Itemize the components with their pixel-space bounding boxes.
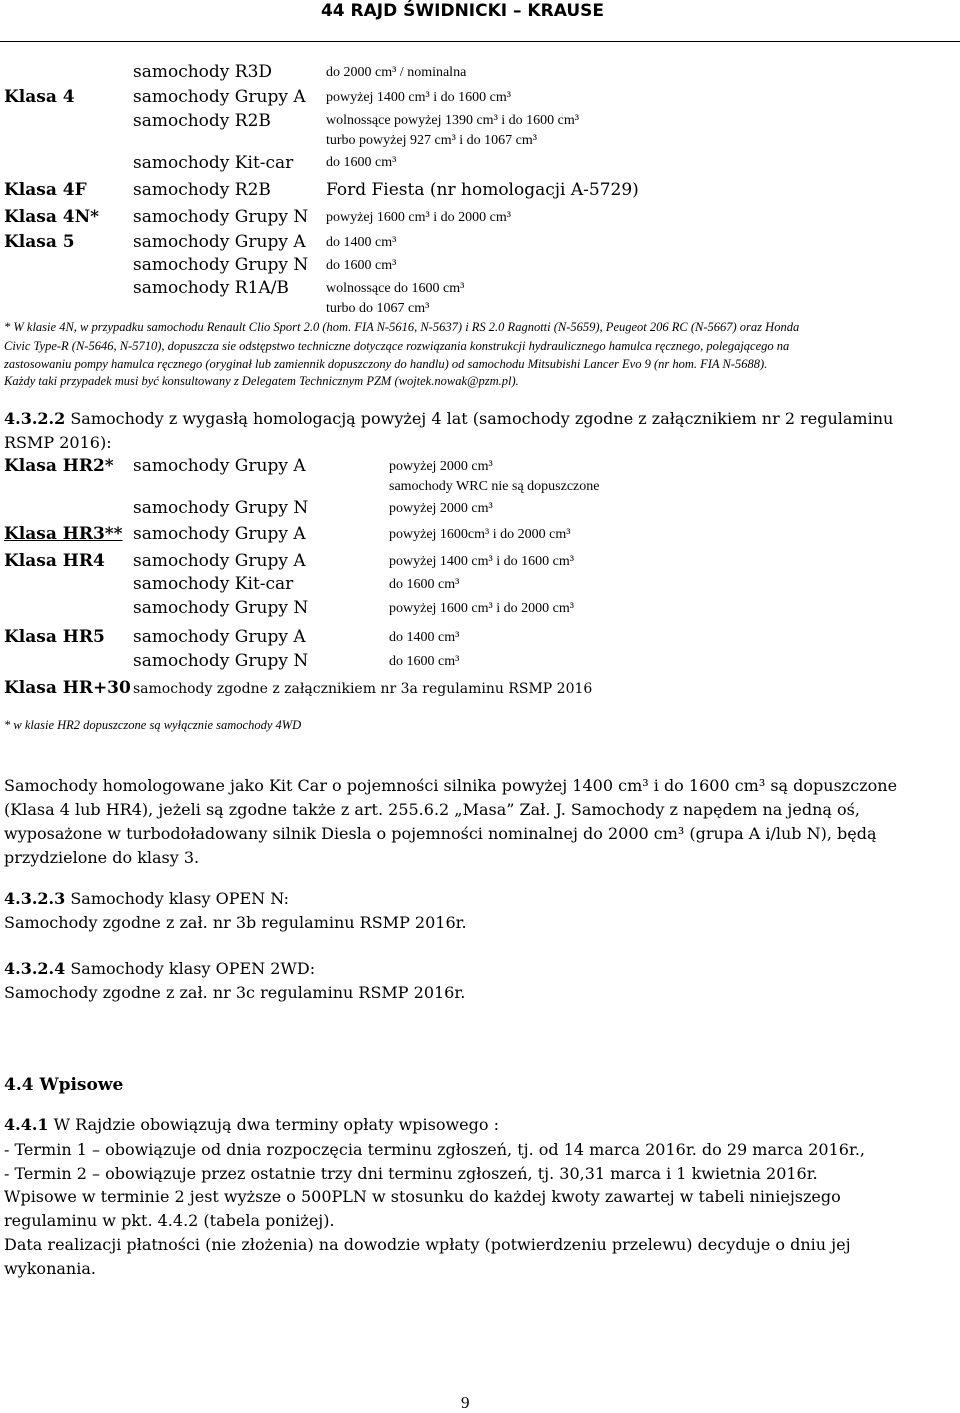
class-label: Klasa HR+30 bbox=[4, 678, 131, 698]
spec: do 1400 cm³ bbox=[326, 235, 397, 250]
page-header-title: 44 RAJD ŚWIDNICKI – KRAUSE bbox=[320, 1, 604, 21]
car-type: samochody R2B bbox=[133, 111, 271, 131]
class-label: Klasa 5 bbox=[4, 232, 75, 252]
spec: wolnossące powyżej 1390 cm³ i do 1600 cm³ bbox=[326, 113, 579, 128]
section-441-heading bbox=[4, 1115, 499, 1134]
section-4322-line2: RSMP 2016): bbox=[4, 433, 112, 452]
car-type: samochody Kit-car bbox=[133, 153, 294, 173]
header-divider bbox=[0, 41, 960, 42]
spec: Ford Fiesta (nr homologacji A-5729) bbox=[326, 180, 639, 200]
paragraph-line: wykonania. bbox=[4, 1259, 96, 1278]
class-label: Klasa 4F bbox=[4, 180, 87, 200]
class-label: Klasa HR4 bbox=[4, 551, 105, 571]
spec: turbo powyżej 927 cm³ i do 1067 cm³ bbox=[326, 133, 537, 148]
class-label: Klasa HR3** bbox=[4, 524, 123, 544]
section-number: 4.4.1 bbox=[4, 1115, 49, 1134]
section-text: Samochody z wygasłą homologacją powyżej 4 lat (samochody zgodne z załącznikiem nr 2 regulaminu bbox=[65, 409, 894, 428]
section-text: Samochody klasy OPEN 2WD: bbox=[65, 959, 316, 978]
spec: do 1600 cm³ bbox=[326, 258, 397, 273]
section-number: 4.3.2.4 bbox=[4, 959, 66, 978]
spec: wolnossące do 1600 cm³ bbox=[326, 281, 465, 296]
footnote-line: zastosowaniu pompy hamulca ręcznego (oryginał lub zamiennik dopuszczony do handlu) od samochodu Mitsubishi Lancer Evo 9 (nr hom. FIA N-5688). bbox=[4, 357, 768, 371]
spec: powyżej 1600cm³ i do 2000 cm³ bbox=[389, 527, 571, 542]
spec: powyżej 1400 cm³ i do 1600 cm³ bbox=[326, 90, 511, 105]
section-4323-text: Samochody zgodne z zał. nr 3b regulaminu RSMP 2016r. bbox=[4, 913, 467, 932]
car-type: samochody Grupy A bbox=[133, 627, 306, 647]
paragraph-line: regulaminu w pkt. 4.4.2 (tabela poniżej). bbox=[4, 1211, 335, 1230]
car-type: samochody Grupy N bbox=[133, 498, 309, 518]
spec: do 1600 cm³ bbox=[389, 577, 460, 592]
class-label: Klasa HR5 bbox=[4, 627, 105, 647]
car-type: samochody Grupy A bbox=[133, 87, 306, 107]
paragraph-line: (Klasa 4 lub HR4), jeżeli są zgodne także z art. 255.6.2 „Masa” Zał. J. Samochody z napędem na jedną oś, bbox=[4, 800, 860, 819]
car-type: samochody Grupy N bbox=[133, 598, 309, 618]
car-type: samochody R1A/B bbox=[133, 278, 289, 298]
spec: do 2000 cm³ / nominalna bbox=[326, 65, 467, 80]
section-number: 4.3.2.3 bbox=[4, 889, 66, 908]
spec: powyżej 1600 cm³ i do 2000 cm³ bbox=[326, 210, 511, 225]
car-type: samochody Grupy N bbox=[133, 651, 309, 671]
paragraph-line: Samochody homologowane jako Kit Car o pojemności silnika powyżej 1400 cm³ i do 1600 cm³ są dopuszczone bbox=[4, 776, 898, 795]
footnote-line: Każdy taki przypadek musi być konsultowany z Delegatem Technicznym PZM (wojtek.nowak@pzm.pl). bbox=[4, 374, 519, 388]
spec: samochody WRC nie są dopuszczone bbox=[389, 479, 600, 494]
car-type: samochody R2B bbox=[133, 180, 271, 200]
car-type: samochody Grupy A bbox=[133, 232, 306, 252]
paragraph-line: - Termin 1 – obowiązuje od dnia rozpoczęcia terminu zgłoszeń, tj. od 14 marca 2016r. do 29 marca 2016r., bbox=[4, 1140, 866, 1159]
footnote-line: Civic Type-R (N-5646, N-5710), dopuszcza sie odstępstwo techniczne dotyczące rozwiązania konstrukcji hydraulicznego hamulca ręcznego, polegającego na bbox=[4, 339, 790, 353]
car-type: samochody Kit-car bbox=[133, 574, 294, 594]
paragraph-line: Wpisowe w terminie 2 jest wyższe o 500PLN w stosunku do każdej kwoty zawartej w tabeli niniejszego bbox=[4, 1187, 841, 1206]
page-number: 9 bbox=[461, 1393, 470, 1412]
section-number: 4.3.2.2 bbox=[4, 409, 66, 428]
spec: turbo do 1067 cm³ bbox=[326, 301, 430, 316]
paragraph-line: przydzielone do klasy 3. bbox=[4, 848, 200, 867]
footnote-line: * W klasie 4N, w przypadku samochodu Renault Clio Sport 2.0 (hom. FIA N-5616, N-5637) i RS 2.0 Ragnotti (N-5659), Peugeot 206 RC (N-5667) oraz Honda bbox=[4, 320, 800, 334]
section-4324-heading bbox=[4, 959, 315, 978]
section-4322-heading bbox=[4, 409, 893, 428]
car-type: samochody Grupy N bbox=[133, 207, 309, 227]
car-type: samochody zgodne z załącznikiem nr 3a regulaminu RSMP 2016 bbox=[133, 681, 593, 697]
spec: powyżej 2000 cm³ bbox=[389, 459, 493, 474]
car-type: samochody Grupy A bbox=[133, 456, 306, 476]
spec: powyżej 2000 cm³ bbox=[389, 501, 493, 516]
footnote-hr2: * w klasie HR2 dopuszczone są wyłącznie samochody 4WD bbox=[4, 718, 302, 732]
spec: powyżej 1400 cm³ i do 1600 cm³ bbox=[389, 554, 574, 569]
class-label: Klasa HR2* bbox=[4, 456, 114, 476]
car-type: samochody Grupy N bbox=[133, 255, 309, 275]
section-text: Samochody klasy OPEN N: bbox=[65, 889, 290, 908]
car-type: samochody Grupy A bbox=[133, 524, 306, 544]
car-type: samochody R3D bbox=[133, 62, 273, 82]
section-4324-text: Samochody zgodne z zał. nr 3c regulaminu RSMP 2016r. bbox=[4, 983, 466, 1002]
paragraph-line: - Termin 2 – obowiązuje przez ostatnie trzy dni terminu zgłoszeń, tj. 30,31 marca i 1 kwietnia 2016r. bbox=[4, 1164, 818, 1183]
section-44-heading: 4.4 Wpisowe bbox=[4, 1075, 124, 1095]
paragraph-line: wyposażone w turbodoładowany silnik Diesla o pojemności nominalnej do 2000 cm³ (grupa A i/lub N), będą bbox=[4, 824, 877, 843]
class-label: Klasa 4N* bbox=[4, 207, 100, 227]
spec: do 1600 cm³ bbox=[389, 654, 460, 669]
spec: do 1600 cm³ bbox=[326, 155, 397, 170]
paragraph-line: Data realizacji płatności (nie złożenia) na dowodzie wpłaty (potwierdzeniu przelewu) decyduje o dniu jej bbox=[4, 1235, 851, 1254]
spec: do 1400 cm³ bbox=[389, 630, 460, 645]
class-label: Klasa 4 bbox=[4, 87, 75, 107]
section-4323-heading bbox=[4, 889, 289, 908]
spec: powyżej 1600 cm³ i do 2000 cm³ bbox=[389, 601, 574, 616]
car-type: samochody Grupy A bbox=[133, 551, 306, 571]
section-text: W Rajdzie obowiązują dwa terminy opłaty wpisowego : bbox=[48, 1115, 499, 1134]
